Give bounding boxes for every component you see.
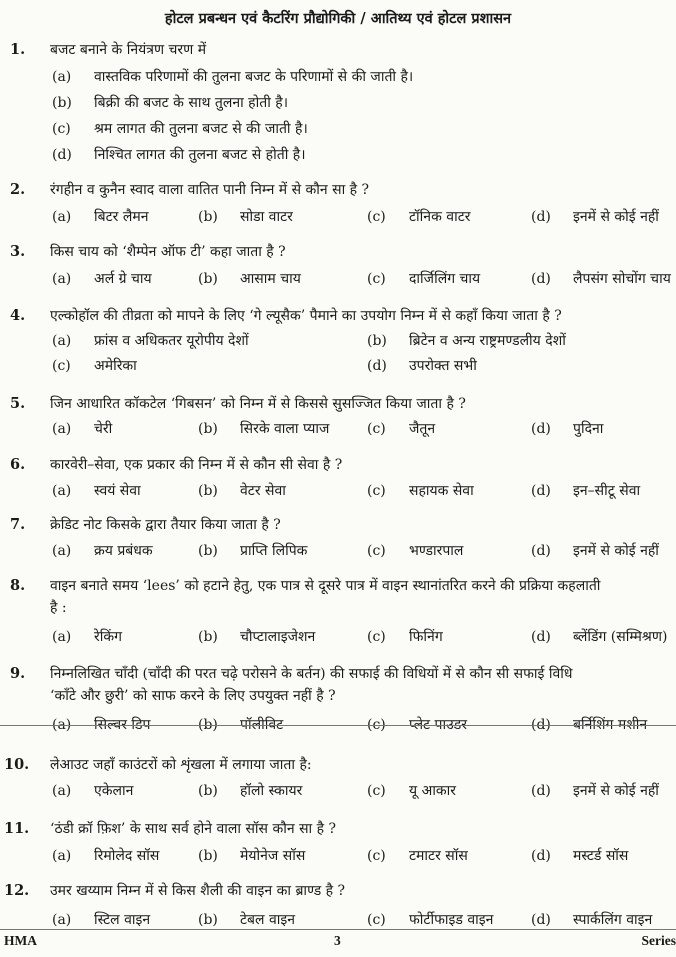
option-c: (c) जैतून [367, 421, 436, 437]
option-a: (a) वास्तविक परिणामों की तुलना बजट के परिणामों से की जाती है। [52, 69, 414, 85]
page-number: 3 [334, 933, 341, 948]
option-a: (a) एकेलान [52, 783, 134, 799]
option-d: (d) पुदिना [531, 421, 604, 437]
question-text-line-1: वाइन बनाते समय ‘lees’ को हटाने हेतु, एक पात्र से दूसरे पात्र में वाइन स्थानांतरित करने की प्रक्रिया कहलाती [50, 578, 601, 594]
option-d: (d) इनमें से कोई नहीं [531, 543, 659, 559]
option-c: (c) टमाटर सॉस [367, 848, 468, 864]
option-b: (b) आसाम चाय [198, 271, 301, 287]
question-text: लेआउट जहाँ काउंटरों को शृंखला में लगाया जाता है: [50, 757, 312, 773]
question-number: 9. [10, 665, 26, 682]
question-text-line-1: निम्नलिखित चाँदी (चाँदी की परत चढ़े परोसने के बर्तन) की सफाई की विधियों में से कौन सी सफाई विधि [50, 666, 573, 682]
footer-series: Series [641, 933, 676, 948]
option-c: (c) फिनिंग [367, 629, 443, 645]
option-d: (d) लैपसंग सोचोंग चाय [531, 271, 671, 287]
question-number: 5. [10, 395, 26, 412]
option-b: (b) बिक्री की बजट के साथ तुलना होती है। [52, 95, 289, 111]
option-a: (a) चेरी [52, 421, 113, 437]
question-number: 11. [4, 820, 30, 837]
option-d: (d) इनमें से कोई नहीं [531, 209, 659, 225]
option-c: (c) यू आकार [367, 783, 456, 799]
footer-rule [0, 929, 676, 930]
question-text: ‘ठंडी क्रॉ फ़िश’ के साथ सर्व होने वाला सॉस कौन सा है ? [50, 821, 336, 837]
question-number: 4. [10, 307, 26, 324]
question-number: 3. [10, 243, 26, 260]
question-text: एल्कोहॉल की तीव्रता को मापने के लिए ‘गे ल्यूसैक’ पैमाने का उपयोग निम्न में से कहाँ किया जाता है ? [50, 308, 562, 324]
question-number: 12. [4, 882, 30, 899]
option-c: (c) सहायक सेवा [367, 483, 474, 499]
question-text: बजट बनाने के नियंत्रण चरण में [50, 42, 207, 58]
divider-line [0, 725, 676, 726]
question-number: 7. [10, 516, 26, 533]
option-a: (a) अर्ल ग्रे चाय [52, 271, 152, 287]
option-b: (b) चौप्टालाइजेशन [198, 629, 316, 645]
option-b: (b) हॉलो स्कायर [198, 783, 303, 799]
option-d: (d) इन–सीटू सेवा [531, 483, 641, 499]
option-c: (c) अमेरिका [52, 358, 137, 374]
question-number: 8. [10, 577, 26, 594]
option-a: (a) स्टिल वाइन [52, 912, 151, 928]
question-number: 1. [10, 41, 26, 58]
option-d: (d) मस्टर्ड सॉस [531, 848, 629, 864]
option-a: (a) स्वयं सेवा [52, 483, 141, 499]
option-b: (b) पॉलीविट [198, 717, 284, 733]
option-c: (c) फोर्टीफाइड वाइन [367, 912, 494, 928]
question-text: उमर खय्याम निम्न में से किस शैली की वाइन का ब्राण्ड है ? [50, 883, 346, 899]
footer-code: HMA [4, 933, 37, 948]
option-d: (d) ब्लेंडिंग (सम्मिश्रण) [531, 629, 668, 645]
option-a: (a) क्रय प्रबंधक [52, 543, 153, 559]
question-text: किस चाय को ‘शैम्पेन ऑफ टी’ कहा जाता है ? [50, 244, 286, 260]
option-b: (b) मेयोनेज सॉस [198, 848, 306, 864]
option-b: (b) सोडा वाटर [198, 209, 293, 225]
option-c: (c) टॉनिक वाटर [367, 209, 471, 225]
question-text: जिन आधारित कॉकटेल ‘गिबसन’ को निम्न में से किससे सुसज्जित किया जाता है ? [50, 396, 466, 412]
question-text-line-2: ‘काँटे और छुरी’ को साफ करने के लिए उपयुक्त नहीं है ? [50, 688, 336, 704]
option-b: (b) वेटर सेवा [198, 483, 286, 499]
option-a: (a) रिमोलेद सॉस [52, 848, 160, 864]
question-text: रंगहीन व कुनैन स्वाद वाला वातित पानी निम्न में से कौन सा है ? [50, 182, 370, 198]
option-c: (c) दार्जिलिंग चाय [367, 271, 481, 287]
option-c: (c) प्लेट पाउडर [367, 717, 468, 733]
page-footer [0, 933, 676, 951]
option-b: (b) ब्रिटेन व अन्य राष्ट्रमण्डलीय देशों [367, 333, 566, 349]
option-b: (b) सिरके वाला प्याज [198, 421, 330, 437]
option-d: (d) बर्निशिंग मशीन [531, 717, 648, 733]
option-a: (a) फ्रांस व अधिकतर यूरोपीय देशों [52, 333, 249, 349]
option-c: (c) भण्डारपाल [367, 543, 464, 559]
question-text-line-2: है : [50, 600, 67, 616]
question-number: 10. [4, 756, 30, 773]
question-number: 6. [10, 456, 26, 473]
question-text: कारवेरी–सेवा, एक प्रकार की निम्न में से कौन सी सेवा है ? [50, 457, 343, 473]
option-b: (b) प्राप्ति लिपिक [198, 543, 308, 559]
option-d: (d) उपरोक्त सभी [367, 358, 477, 374]
option-a: (a) सिल्वर डिप [52, 717, 151, 733]
question-text: क्रेडिट नोट किसके द्वारा तैयार किया जाता है ? [50, 517, 281, 533]
option-b: (b) टेबल वाइन [198, 912, 296, 928]
option-d: (d) इनमें से कोई नहीं [531, 783, 659, 799]
option-c: (c) श्रम लागत की तुलना बजट से की जाती है। [52, 121, 308, 137]
option-a: (a) बिटर लैमन [52, 209, 149, 225]
option-a: (a) रेकिंग [52, 629, 122, 645]
option-d: (d) स्पार्कलिंग वाइन [531, 912, 653, 928]
option-d: (d) निश्चित लागत की तुलना बजट से होती है। [52, 147, 306, 163]
question-number: 2. [10, 181, 26, 198]
page-header: होटल प्रबन्धन एवं कैटरिंग प्रौद्योगिकी / आतिथ्य एवं होटल प्रशासन [164, 10, 512, 27]
